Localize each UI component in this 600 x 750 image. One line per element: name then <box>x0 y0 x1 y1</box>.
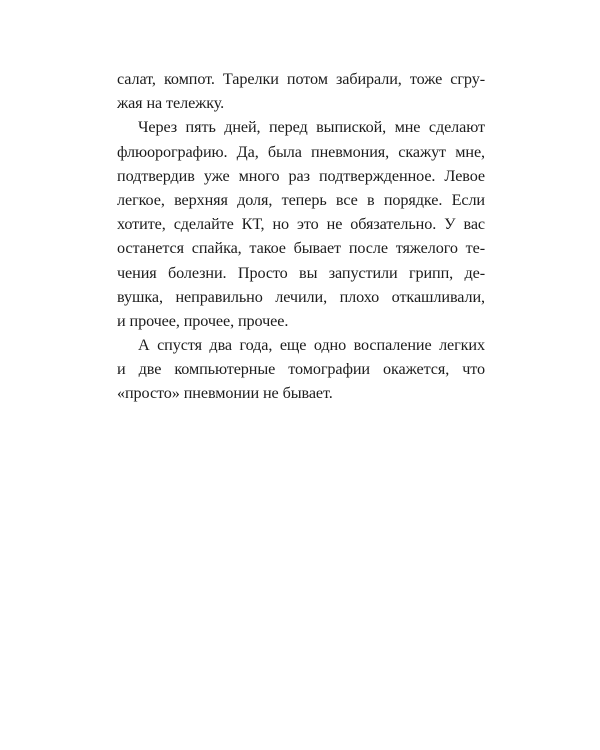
paragraph-1 <box>117 67 485 115</box>
text-line: салат, компот. Тарелки потом забирали, тоже сгру- <box>117 70 485 88</box>
page-text <box>117 67 485 406</box>
text-line: подтвердив уже много раз подтвержденное. Левое <box>117 166 485 185</box>
text-line: А спустя два года, еще одно воспаление легких <box>138 336 485 355</box>
text-line: и две компьютерные томографии окажется, что <box>117 360 485 379</box>
text-line: «просто» пневмонии не бывает. <box>117 384 333 403</box>
text-line: жая на тележку. <box>117 94 225 113</box>
paragraph-2 <box>117 115 485 333</box>
text-line: останется спайка, такое бывает после тяжелого те- <box>117 239 485 258</box>
text-line: хотите, сделайте КТ, но это не обязательно. У вас <box>117 215 485 234</box>
text-line: чения болезни. Просто вы запустили грипп, де- <box>117 263 485 282</box>
text-line: и прочее, прочее, прочее. <box>117 311 289 330</box>
text-line: Через пять дней, перед выпиской, мне сделают <box>138 118 485 137</box>
text-line: легкое, верхняя доля, теперь все в порядке. Если <box>117 190 485 209</box>
text-line: флюорографию. Да, была пневмония, скажут мне, <box>117 142 485 161</box>
text-line: вушка, неправильно лечили, плохо откашливали, <box>117 287 485 306</box>
paragraph-3 <box>117 333 485 406</box>
